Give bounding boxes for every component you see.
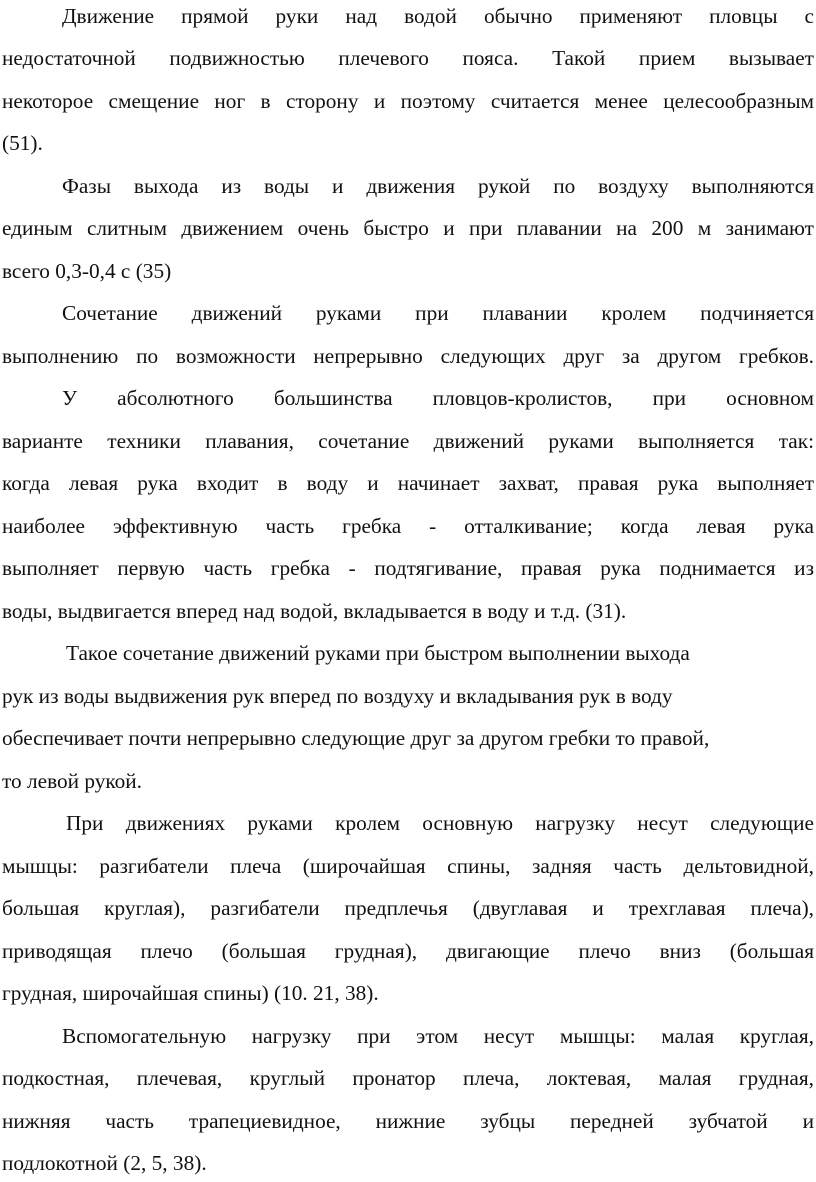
text-line: мышцы: разгибатели плеча (широчайшая спины, задняя часть дельтовидной, (2, 854, 814, 878)
text-line: выполняет первую часть гребка - подтягивание, правая рука поднимается из (2, 556, 814, 580)
text-line: рук из воды выдвижения рук вперед по воздуху и вкладывания рук в воду (2, 684, 673, 708)
text-line: то левой рукой. (2, 769, 143, 793)
text-line: варианте техники плавания, сочетание движений руками выполняется так: (2, 429, 814, 453)
text-line: большая круглая), разгибатели предплечья (двуглавая и трехглавая плеча), (2, 896, 814, 920)
text-line: Движение прямой руки над водой обычно применяют пловцы с (62, 4, 814, 28)
text-line: грудная, широчайшая спины) (10. 21, 38). (2, 981, 379, 1005)
text-line: воды, выдвигается вперед над водой, вкладывается в воду и т.д. (31). (2, 599, 627, 623)
text-line: приводящая плечо (большая грудная), двигающие плечо вниз (большая (2, 939, 814, 963)
text-line: подлокотной (2, 5, 38). (2, 1151, 207, 1175)
text-line: выполнению по возможности непрерывно следующих друг за другом гребков. (2, 344, 814, 368)
text-line: обеспечивает почти непрерывно следующие друг за другом гребки то правой, (2, 726, 710, 750)
text-line: Сочетание движений руками при плавании кролем подчиняется (62, 301, 814, 325)
text-line: (51). (2, 131, 43, 155)
text-line: Такое сочетание движений руками при быстром выполнении выхода (66, 641, 690, 665)
text-line: Вспомогательную нагрузку при этом несут мышцы: малая круглая, (62, 1024, 814, 1048)
text-line: При движениях руками кролем основную нагрузку несут следующие (66, 811, 814, 835)
text-line: некоторое смещение ног в сторону и поэтому считается менее целесообразным (2, 89, 814, 113)
text-line: нижняя часть трапециевидное, нижние зубцы передней зубчатой и (2, 1109, 814, 1133)
text-line: Фазы выхода из воды и движения рукой по воздуху выполняются (62, 174, 814, 198)
text-line: всего 0,3-0,4 с (35) (2, 259, 172, 283)
text-line: когда левая рука входит в воду и начинает захват, правая рука выполняет (2, 471, 814, 495)
text-line: недостаточной подвижностью плечевого пояса. Такой прием вызывает (2, 46, 814, 70)
text-line: единым слитным движением очень быстро и при плавании на 200 м занимают (2, 216, 814, 240)
text-line: У абсолютного большинства пловцов-кролистов, при основном (62, 386, 814, 410)
text-line: наиболее эффективную часть гребка - отталкивание; когда левая рука (2, 514, 814, 538)
text-line: подкостная, плечевая, круглый пронатор плеча, локтевая, малая грудная, (2, 1066, 814, 1090)
